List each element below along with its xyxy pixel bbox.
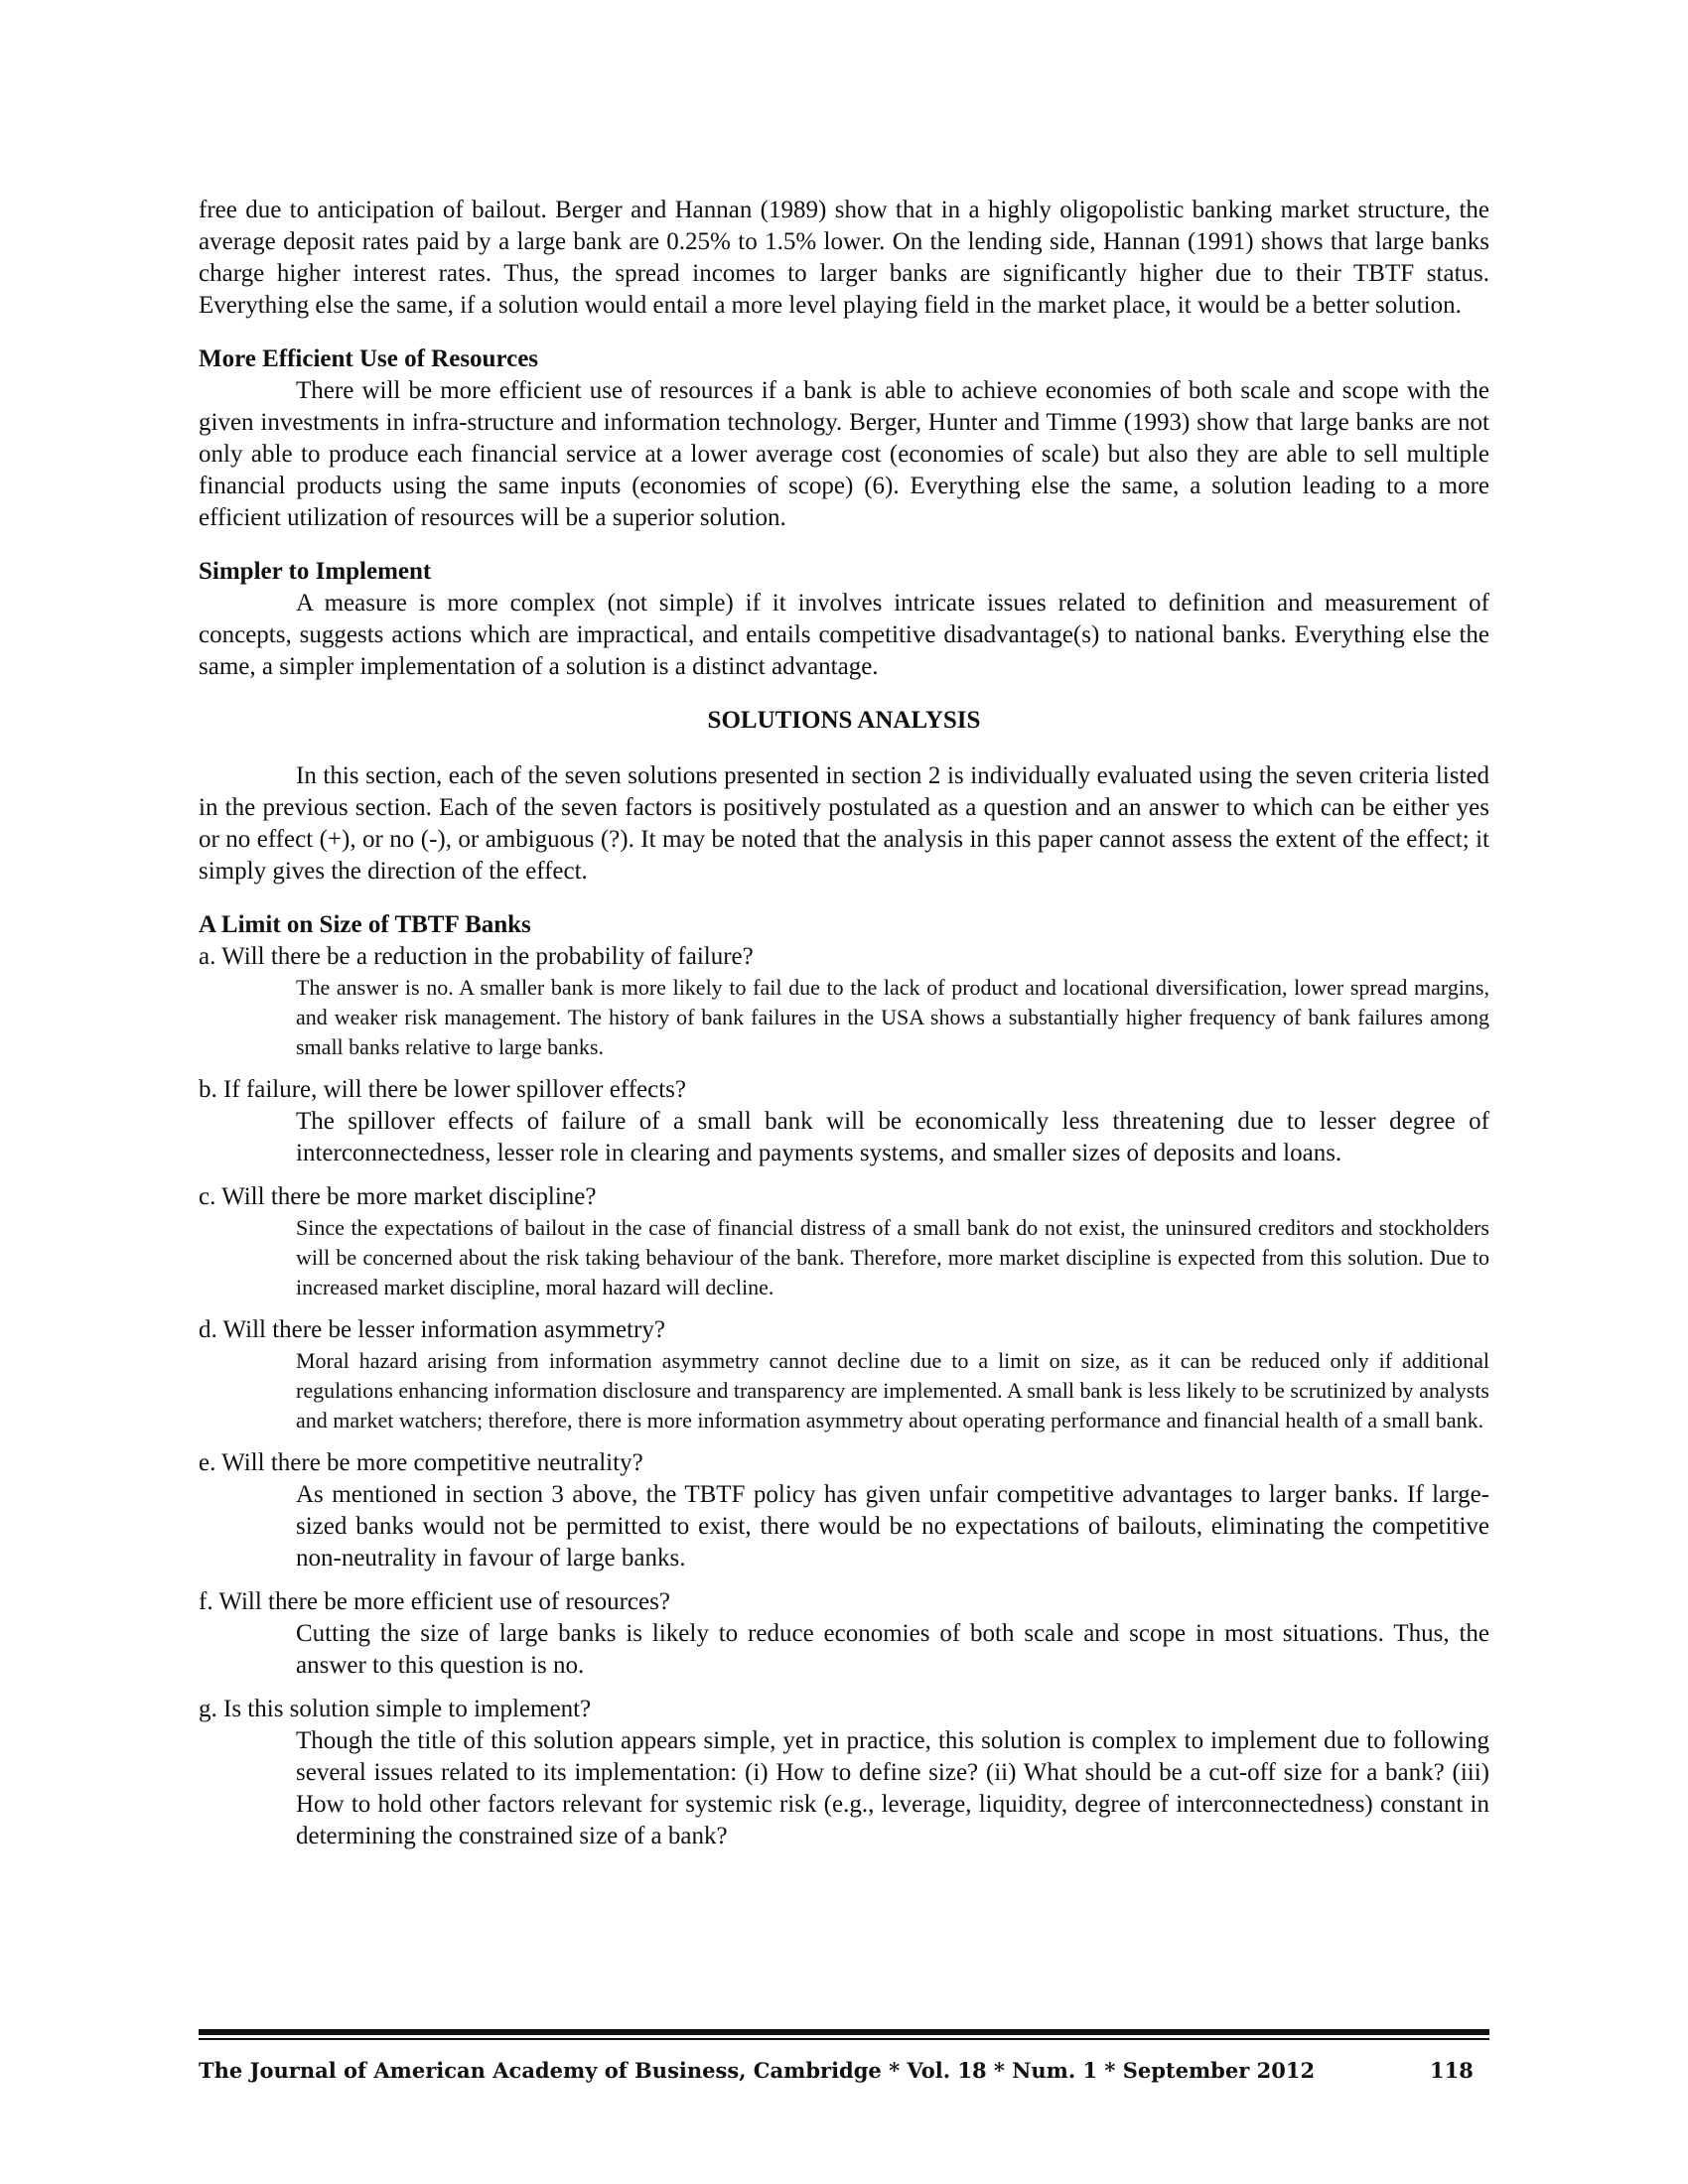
- limit-heading: A Limit on Size of TBTF Banks: [199, 911, 531, 938]
- question-a: a. Will there be a reduction in the probability of failure?: [199, 943, 754, 970]
- question-g: g. Is this solution simple to implement?: [199, 1696, 592, 1722]
- page-footer: [199, 2029, 1489, 2098]
- answer-f: Cutting the size of large banks is likely to reduce economies of both scale and scope in most situations. Thus, the answer to this question is no.: [296, 1620, 1489, 1679]
- efficient-paragraph: There will be more efficient use of resources if a bank is able to achieve economies of both scale and scope with the given investments in infra-structure and information technology. Berger, Hunter and Timme (1993) show that large banks are not only able to produce each financial service at a lower average cost (economies of scale) but also they are able to sell multiple financial products using the same inputs (economies of scope) (6). Everything else the same, a solution leading to a more efficient utilization of resources will be a superior solution.: [199, 377, 1489, 531]
- journal-citation: The Journal of American Academy of Business, Cambridge * Vol. 18 * Num. 1 * September 2012: [199, 2058, 1316, 2083]
- answer-a: The answer is no. A smaller bank is more likely to fail due to the lack of product and locational diversification, lower spread margins, and weaker risk management. The history of bank failures in the USA shows a substantially higher frequency of bank failures among small banks relative to large banks.: [296, 975, 1489, 1059]
- simpler-heading: Simpler to Implement: [199, 558, 432, 585]
- question-d: d. Will there be lesser information asymmetry?: [199, 1316, 665, 1343]
- efficient-heading: More Efficient Use of Resources: [199, 345, 539, 372]
- answer-c: Since the expectations of bailout in the case of financial distress of a small bank do not exist, the uninsured creditors and stockholders will be concerned about the risk taking behaviour of the bank. Therefore, more market discipline is expected from this solution. Due to increased market discipline, moral hazard will decline.: [296, 1215, 1489, 1299]
- footer-rule-thick: [199, 2029, 1489, 2035]
- question-f: f. Will there be more efficient use of resources?: [199, 1588, 670, 1615]
- answer-e: As mentioned in section 3 above, the TBTF policy has given unfair competitive advantages to larger banks. If large-sized banks would not be permitted to exist, there would be no expectations of bailouts, eliminating the competitive non-neutrality in favour of large banks.: [296, 1481, 1489, 1571]
- question-e: e. Will there be more competitive neutrality?: [199, 1449, 643, 1476]
- footer-row: [199, 2058, 1489, 2098]
- intro-paragraph: free due to anticipation of bailout. Berger and Hannan (1989) show that in a highly oligopolistic banking market structure, the average deposit rates paid by a large bank are 0.25% to 1.5% lower. On the lending side, Hannan (1991) shows that large banks charge higher interest rates. Thus, the spread incomes to larger banks are significantly higher due to their TBTF status. Everything else the same, if a solution would entail a more level playing field in the market place, it would be a better solution.: [199, 197, 1489, 319]
- section-heading: SOLUTIONS ANALYSIS: [707, 707, 981, 734]
- analysis-paragraph: In this section, each of the seven solutions presented in section 2 is individually evaluated using the seven criteria listed in the previous section. Each of the seven factors is positively postulated as a question and an answer to which can be either yes or no effect (+), or no (-), or ambiguous (?). It may be noted that the analysis in this paper cannot assess the extent of the effect; it simply gives the direction of the effect.: [199, 762, 1489, 885]
- answer-b: The spillover effects of failure of a small bank will be economically less threatening due to lesser degree of interconnectedness, lesser role in clearing and payments systems, and smaller sizes of deposits and loans.: [296, 1108, 1489, 1166]
- answer-g: Though the title of this solution appears simple, yet in practice, this solution is complex to implement due to following several issues related to its implementation: (i) How to define size? (ii) What should be a cut-off size for a bank? (iii) How to hold other factors relevant for systemic risk (e.g., leverage, liquidity, degree of interconnectedness) constant in determining the constrained size of a bank?: [296, 1727, 1489, 1849]
- question-b: b. If failure, will there be lower spillover effects?: [199, 1076, 687, 1103]
- page-number: 118: [1430, 2058, 1474, 2083]
- page-body: [199, 195, 1489, 1864]
- question-c: c. Will there be more market discipline?: [199, 1183, 597, 1210]
- footer-rule-thin: [199, 2038, 1489, 2040]
- simpler-paragraph: A measure is more complex (not simple) if it involves intricate issues related to definition and measurement of concepts, suggests actions which are impractical, and entails competitive disadvantage(s) to national banks. Everything else the same, a simpler implementation of a solution is a distinct advantage.: [199, 590, 1489, 680]
- answer-d: Moral hazard arising from information asymmetry cannot decline due to a limit on size, as it can be reduced only if additional regulations enhancing information disclosure and transparency are implemented. A small bank is less likely to be scrutinized by analysts and market watchers; therefore, there is more information asymmetry about operating performance and financial health of a small bank.: [296, 1348, 1489, 1433]
